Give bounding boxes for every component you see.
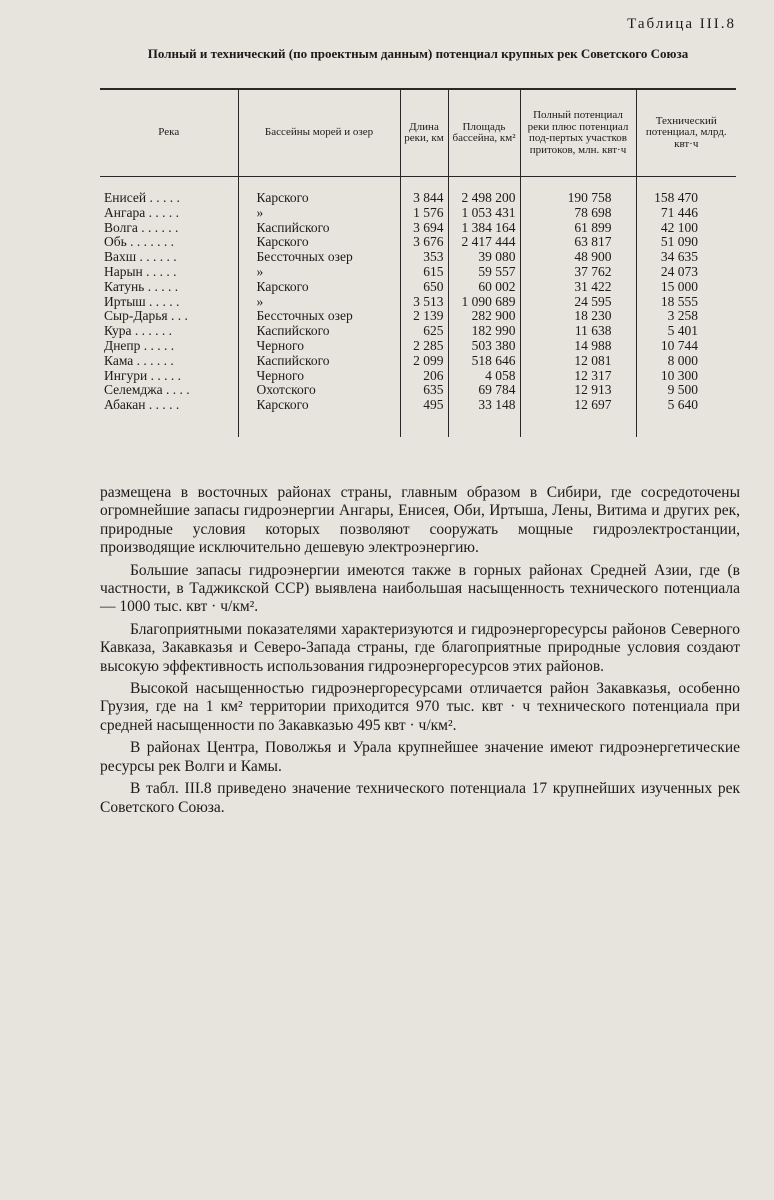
technical-potential: 15 000: [636, 280, 736, 295]
technical-potential: 34 635: [636, 250, 736, 265]
table-caption: Полный и технический (по проектным данным) потенциал крупных рек Советского Союза: [147, 46, 689, 61]
full-potential: 11 638: [520, 324, 636, 339]
technical-potential: 18 555: [636, 295, 736, 310]
basin-area: 1 090 689: [448, 295, 520, 310]
paragraph: Благоприятными показателями характеризуются и гидроэнергоресурсы районов Северного Кавказа, Закавказья и Северо-Запада страны, где благоприятные природные условия создают высокую эффективность использования гидроэнергоресурсов этих районов.: [100, 620, 740, 675]
river-name: Иртыш . . . . .: [104, 293, 180, 309]
basin-area: 59 557: [448, 265, 520, 280]
basin-name: Карского: [238, 235, 400, 250]
table-row: [100, 191, 736, 206]
column-header: Бассейны морей и озер: [238, 89, 400, 177]
river-name: Днепр . . . . .: [104, 337, 175, 353]
basin-area: 2 417 444: [448, 235, 520, 250]
river-length: 2 285: [400, 339, 448, 354]
paragraph: Большие запасы гидроэнергии имеются также в горных районах Средней Азии, где (в частности, в Таджикской ССР) выявлена наибольшая насыщенность технического потенциала — 1000 тыс. квт · ч/км².: [100, 561, 740, 616]
table-row: [100, 206, 736, 221]
table-row: [100, 339, 736, 354]
table-row: [100, 369, 736, 384]
column-header: Площадь бассейна, км²: [448, 89, 520, 177]
basin-name: Черного: [238, 339, 400, 354]
basin-area: 182 990: [448, 324, 520, 339]
basin-area: 282 900: [448, 309, 520, 324]
full-potential: 12 913: [520, 383, 636, 398]
full-potential: 14 988: [520, 339, 636, 354]
river-name: Нарын . . . . .: [104, 263, 177, 279]
river-name: Сыр-Дарья . . .: [104, 308, 188, 324]
paragraph: размещена в восточных районах страны, главным образом в Сибири, где сосредоточены огромнейшие запасы гидроэнергии Ангары, Енисея, Оби, Иртыша, Лены, Витима и других рек, природные условия которых позволяют сооружать мощные гидроэлектростанции, производящие исключительно дешевую электроэнергию.: [100, 484, 740, 557]
table-row: [100, 295, 736, 310]
table-row: [100, 280, 736, 295]
river-length: 615: [400, 265, 448, 280]
technical-potential: 10 744: [636, 339, 736, 354]
river-length: 206: [400, 369, 448, 384]
full-potential: 12 081: [520, 354, 636, 369]
body-text: [100, 484, 740, 821]
full-potential: 48 900: [520, 250, 636, 265]
river-length: 2 099: [400, 354, 448, 369]
basin-area: 2 498 200: [448, 191, 520, 206]
river-name: Кура . . . . . .: [104, 323, 172, 339]
column-header: Длина реки, км: [400, 89, 448, 177]
basin-name: »: [238, 265, 400, 280]
river-name: Кама . . . . . .: [104, 352, 174, 368]
technical-potential: 71 446: [636, 206, 736, 221]
full-potential: 24 595: [520, 295, 636, 310]
basin-name: »: [238, 206, 400, 221]
basin-area: 60 002: [448, 280, 520, 295]
paragraph: В районах Центра, Поволжья и Урала крупнейшее значение имеют гидроэнергетические ресурсы рек Волги и Камы.: [100, 739, 740, 775]
column-header: Полный потенциал реки плюс потенциал под-пертых участков притоков, млн. квт·ч: [520, 89, 636, 177]
basin-name: Карского: [238, 191, 400, 206]
river-length: 3 676: [400, 235, 448, 250]
paragraph: Высокой насыщенностью гидроэнергоресурсами отличается район Закавказья, особенно Грузия, где на 1 км² территории приходится 970 тыс. квт · ч технического потенциала при средней насыщенности по Закавказью 495 квт · ч/км².: [100, 680, 740, 734]
full-potential: 61 899: [520, 221, 636, 236]
table-row: [100, 354, 736, 369]
basin-name: Каспийского: [238, 324, 400, 339]
river-name: Волга . . . . . .: [104, 219, 179, 235]
basin-name: »: [238, 295, 400, 310]
basin-area: 1 384 164: [448, 221, 520, 236]
river-length: 495: [400, 398, 448, 413]
river-length: 650: [400, 280, 448, 295]
river-name: Обь . . . . . . .: [104, 234, 175, 250]
table-row: [100, 250, 736, 265]
column-header: Река: [100, 89, 238, 177]
column-header: Технический потенциал, млрд. квт·ч: [636, 89, 736, 177]
river-name: Ангара . . . . .: [104, 204, 179, 220]
technical-potential: 5 640: [636, 398, 736, 413]
technical-potential: 10 300: [636, 369, 736, 384]
river-name: Ингури . . . . .: [104, 367, 181, 383]
river-name: Катунь . . . . .: [104, 278, 179, 294]
river-length: 3 844: [400, 191, 448, 206]
river-name: Абакан . . . . .: [104, 397, 180, 413]
river-name: Вахш . . . . . .: [104, 249, 177, 265]
technical-potential: 5 401: [636, 324, 736, 339]
table-row: [100, 235, 736, 250]
river-length: 2 139: [400, 309, 448, 324]
river-name: Енисей . . . . .: [104, 190, 180, 205]
river-length: 625: [400, 324, 448, 339]
full-potential: 18 230: [520, 309, 636, 324]
full-potential: 37 762: [520, 265, 636, 280]
technical-potential: 51 090: [636, 235, 736, 250]
basin-area: 33 148: [448, 398, 520, 413]
full-potential: 63 817: [520, 235, 636, 250]
table-row: [100, 265, 736, 280]
river-potential-table: [100, 88, 736, 437]
technical-potential: 3 258: [636, 309, 736, 324]
basin-area: 4 058: [448, 369, 520, 384]
table-number-label: Таблица III.8: [627, 16, 736, 32]
river-length: 635: [400, 383, 448, 398]
basin-name: Охотского: [238, 383, 400, 398]
technical-potential: 8 000: [636, 354, 736, 369]
table-row: [100, 221, 736, 236]
full-potential: 190 758: [520, 191, 636, 206]
technical-potential: 9 500: [636, 383, 736, 398]
technical-potential: 158 470: [636, 191, 736, 206]
table-tail-row: [100, 413, 736, 437]
basin-area: 518 646: [448, 354, 520, 369]
technical-potential: 24 073: [636, 265, 736, 280]
basin-name: Каспийского: [238, 354, 400, 369]
basin-name: Карского: [238, 398, 400, 413]
river-length: 353: [400, 250, 448, 265]
basin-name: Черного: [238, 369, 400, 384]
basin-name: Каспийского: [238, 221, 400, 236]
table-row: [100, 324, 736, 339]
table-body: [100, 177, 736, 437]
river-length: 3 694: [400, 221, 448, 236]
basin-name: Карского: [238, 280, 400, 295]
full-potential: 12 697: [520, 398, 636, 413]
basin-name: Бессточных озер: [238, 309, 400, 324]
paragraph: В табл. III.8 приведено значение технического потенциала 17 крупнейших изученных рек Советского Союза.: [100, 780, 740, 816]
table-spacer-row: [100, 177, 736, 192]
basin-name: Бессточных озер: [238, 250, 400, 265]
table-row: [100, 309, 736, 324]
basin-area: 1 053 431: [448, 206, 520, 221]
full-potential: 12 317: [520, 369, 636, 384]
basin-area: 69 784: [448, 383, 520, 398]
river-length: 3 513: [400, 295, 448, 310]
table-row: [100, 398, 736, 413]
technical-potential: 42 100: [636, 221, 736, 236]
table-header-row: [100, 89, 736, 177]
table-row: [100, 383, 736, 398]
river-length: 1 576: [400, 206, 448, 221]
river-name: Селемджа . . . .: [104, 382, 190, 398]
basin-area: 503 380: [448, 339, 520, 354]
basin-area: 39 080: [448, 250, 520, 265]
full-potential: 78 698: [520, 206, 636, 221]
full-potential: 31 422: [520, 280, 636, 295]
